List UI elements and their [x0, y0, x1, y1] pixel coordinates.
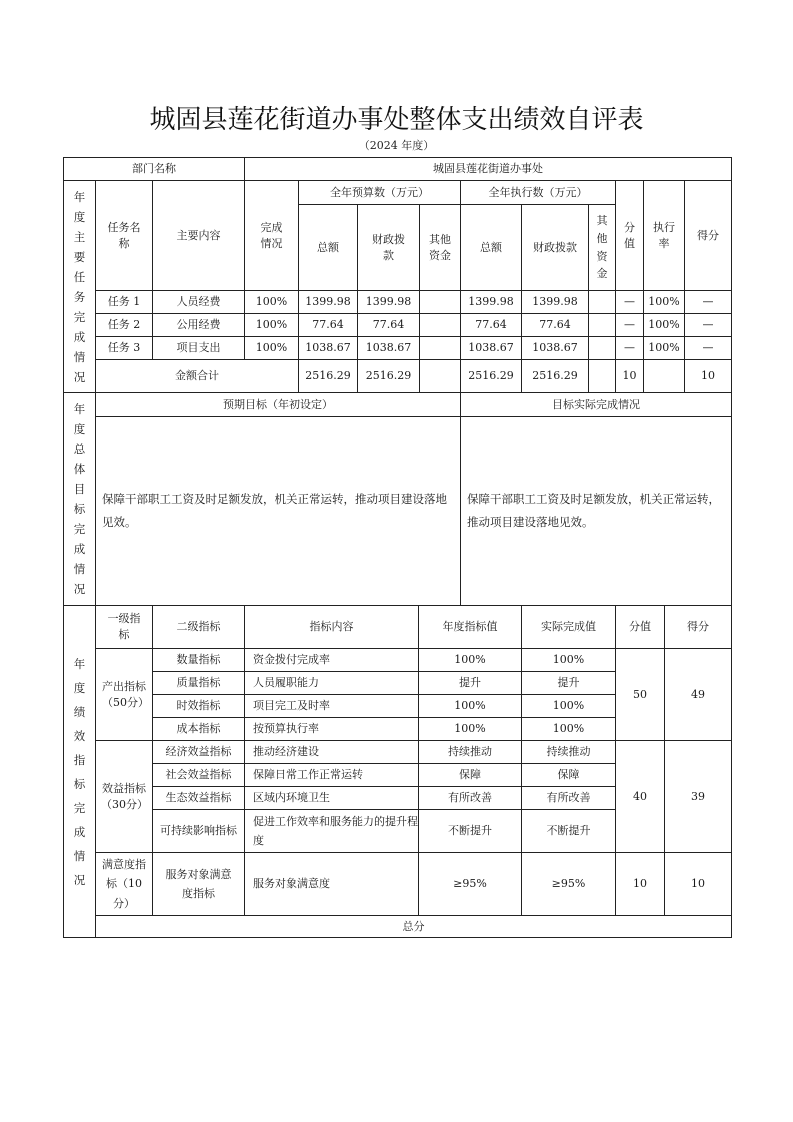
document-title: 城固县莲花街道办事处整体支出绩效自评表 — [149, 105, 644, 135]
level2: 时效指标 — [153, 695, 245, 718]
task-score: — — [685, 314, 732, 337]
group-score-value: 40 — [616, 741, 665, 853]
level1-benefit — [96, 741, 153, 853]
task-name: 任务 1 — [96, 291, 153, 314]
indicator-content: 保障日常工作正常运转 — [245, 764, 419, 787]
task-completion: 100% — [245, 314, 299, 337]
indicator-target: ≥95% — [419, 853, 522, 916]
indicator-row — [64, 649, 732, 672]
task-budget-other — [420, 337, 461, 360]
header-completion-text: 完成情况 — [260, 220, 283, 250]
document-subtitle: （2024 年度） — [358, 139, 435, 152]
header-score-value: 分值 — [616, 606, 665, 649]
indicator-actual: 100% — [522, 695, 616, 718]
header-budget-group: 全年预算数（万元） — [299, 181, 461, 205]
level1-satisfaction — [96, 853, 153, 916]
actual-goal-header: 目标实际完成情况 — [461, 393, 732, 417]
level2: 质量指标 — [153, 672, 245, 695]
total-exec-total: 2516.29 — [461, 360, 522, 393]
level2: 社会效益指标 — [153, 764, 245, 787]
indicator-target: 不断提升 — [419, 810, 522, 853]
total-row — [64, 360, 732, 393]
level1-output-text: 产出指标（50分） — [102, 679, 149, 709]
indicator-content: 促进工作效率和服务能力的提升程度 — [245, 810, 419, 853]
header-level2: 二级指标 — [153, 606, 245, 649]
indicator-target: 保障 — [419, 764, 522, 787]
side-label-text: 年 度 总 体 目 标 完 成 情 况 — [73, 402, 86, 596]
level1-satisfaction-text: 满意度指标（10分） — [102, 858, 146, 910]
level2-text: 服务对象满意度指标 — [165, 867, 232, 900]
level2-text: 可持续影响指标 — [160, 824, 237, 838]
total-score-value: 10 — [616, 360, 644, 393]
indicator-actual: ≥95% — [522, 853, 616, 916]
dept-label: 部门名称 — [64, 158, 245, 181]
header-main-content: 主要内容 — [153, 181, 245, 291]
indicator-content: 资金拨付完成率 — [245, 649, 419, 672]
header-budget-fiscal — [358, 205, 420, 291]
indicator-content: 项目完工及时率 — [245, 695, 419, 718]
header-budget-other — [420, 205, 461, 291]
group-score: 10 — [665, 853, 732, 916]
tasks-table — [63, 157, 732, 393]
level2: 生态效益指标 — [153, 787, 245, 810]
header-task-name — [96, 181, 153, 291]
header-score-value — [616, 181, 644, 291]
indicator-target: 持续推动 — [419, 741, 522, 764]
header-exec-other — [589, 205, 616, 291]
total-budget-fiscal: 2516.29 — [358, 360, 420, 393]
indicator-row — [64, 853, 732, 916]
task-row — [64, 314, 732, 337]
indicator-content: 区域内环境卫生 — [245, 787, 419, 810]
header-target: 年度指标值 — [419, 606, 522, 649]
total-exec-fiscal: 2516.29 — [522, 360, 589, 393]
group-score: 49 — [665, 649, 732, 741]
total-budget-other — [420, 360, 461, 393]
header-exec-rate — [644, 181, 685, 291]
header-exec-fiscal: 财政拨款 — [522, 205, 589, 291]
header-score: 得分 — [665, 606, 732, 649]
task-row — [64, 291, 732, 314]
task-score: — — [685, 291, 732, 314]
level1-benefit-text: 效益指标（30分） — [101, 781, 148, 811]
header-exec-total: 总额 — [461, 205, 522, 291]
indicator-actual: 100% — [522, 649, 616, 672]
task-exec-other — [589, 291, 616, 314]
header-actual: 实际完成值 — [522, 606, 616, 649]
header-exec-other-text: 其他资金 — [596, 214, 608, 281]
task-budget-other — [420, 291, 461, 314]
indicator-target: 100% — [419, 718, 522, 741]
level1-output — [96, 649, 153, 741]
evaluation-form — [63, 157, 731, 938]
indicator-target: 提升 — [419, 672, 522, 695]
task-budget-total: 77.64 — [299, 314, 358, 337]
task-name: 任务 3 — [96, 337, 153, 360]
header-budget-other-text: 其他资金 — [429, 232, 451, 262]
task-exec-other — [589, 314, 616, 337]
task-score-value: — — [616, 337, 644, 360]
header-exec-rate-text: 执行率 — [653, 220, 675, 250]
level2: 经济效益指标 — [153, 741, 245, 764]
total-budget-total: 2516.29 — [299, 360, 358, 393]
level2: 数量指标 — [153, 649, 245, 672]
task-completion: 100% — [245, 337, 299, 360]
goals-table — [63, 392, 732, 606]
task-budget-fiscal: 77.64 — [358, 314, 420, 337]
total-exec-other — [589, 360, 616, 393]
side-label-text: 年 度 绩 效 指 标 完 成 情 况 — [73, 656, 86, 887]
group-score-value: 10 — [616, 853, 665, 916]
task-exec-total: 77.64 — [461, 314, 522, 337]
total-label: 金额合计 — [96, 360, 299, 393]
level2 — [153, 853, 245, 916]
task-budget-total: 1038.67 — [299, 337, 358, 360]
indicators-table — [63, 605, 732, 938]
task-score-value: — — [616, 291, 644, 314]
header-score-value-text: 分值 — [624, 220, 635, 250]
indicator-content: 推动经济建设 — [245, 741, 419, 764]
task-exec-total: 1038.67 — [461, 337, 522, 360]
header-level1 — [96, 606, 153, 649]
task-exec-fiscal: 1038.67 — [522, 337, 589, 360]
dept-value: 城固县莲花街道办事处 — [245, 158, 732, 181]
task-content: 人员经费 — [153, 291, 245, 314]
header-completion — [245, 181, 299, 291]
task-budget-fiscal: 1399.98 — [358, 291, 420, 314]
indicator-content: 服务对象满意度 — [245, 853, 419, 916]
expected-goal-text: 保障干部职工工资及时足额发放，机关正常运转，推动项目建设落地见效。 — [96, 417, 461, 606]
task-exec-total: 1399.98 — [461, 291, 522, 314]
task-budget-other — [420, 314, 461, 337]
task-exec-fiscal: 1399.98 — [522, 291, 589, 314]
task-exec-rate: 100% — [644, 337, 685, 360]
task-score: — — [685, 337, 732, 360]
side-label-text: 年 度 主 要 任 务 完 成 情 况 — [73, 189, 86, 384]
task-budget-total: 1399.98 — [299, 291, 358, 314]
goals-side-label — [64, 393, 96, 606]
expected-goal-header: 预期目标（年初设定） — [96, 393, 461, 417]
group-score-value: 50 — [616, 649, 665, 741]
indicator-actual: 持续推动 — [522, 741, 616, 764]
indicator-content: 按预算执行率 — [245, 718, 419, 741]
indicator-actual: 提升 — [522, 672, 616, 695]
indicator-actual: 有所改善 — [522, 787, 616, 810]
group-score: 39 — [665, 741, 732, 853]
grand-total-row — [64, 916, 732, 938]
task-exec-rate: 100% — [644, 291, 685, 314]
grand-total-label: 总分 — [96, 916, 732, 938]
header-content: 指标内容 — [245, 606, 419, 649]
indicator-actual: 保障 — [522, 764, 616, 787]
header-score: 得分 — [685, 181, 732, 291]
indicator-target: 有所改善 — [419, 787, 522, 810]
indicator-content: 人员履职能力 — [245, 672, 419, 695]
indicator-actual: 100% — [522, 718, 616, 741]
actual-goal-text: 保障干部职工工资及时足额发放，机关正常运转，推动项目建设落地见效。 — [461, 417, 732, 606]
indicator-target: 100% — [419, 649, 522, 672]
task-name: 任务 2 — [96, 314, 153, 337]
task-row — [64, 337, 732, 360]
header-task-name-text: 任务名称 — [107, 220, 141, 250]
indicators-side-label — [64, 606, 96, 938]
task-content: 项目支出 — [153, 337, 245, 360]
level2 — [153, 810, 245, 853]
task-exec-fiscal: 77.64 — [522, 314, 589, 337]
tasks-side-label — [64, 181, 96, 393]
level2: 成本指标 — [153, 718, 245, 741]
total-exec-rate — [644, 360, 685, 393]
total-score: 10 — [685, 360, 732, 393]
task-content: 公用经费 — [153, 314, 245, 337]
task-exec-other — [589, 337, 616, 360]
header-budget-fiscal-text: 财政拨款 — [372, 232, 405, 262]
indicator-actual: 不断提升 — [522, 810, 616, 853]
task-completion: 100% — [245, 291, 299, 314]
task-budget-fiscal: 1038.67 — [358, 337, 420, 360]
header-budget-total: 总额 — [299, 205, 358, 291]
indicator-target: 100% — [419, 695, 522, 718]
task-exec-rate: 100% — [644, 314, 685, 337]
header-level1-text: 一级指标 — [107, 612, 141, 641]
header-exec-group: 全年执行数（万元） — [461, 181, 616, 205]
task-score-value: — — [616, 314, 644, 337]
indicator-row — [64, 741, 732, 764]
